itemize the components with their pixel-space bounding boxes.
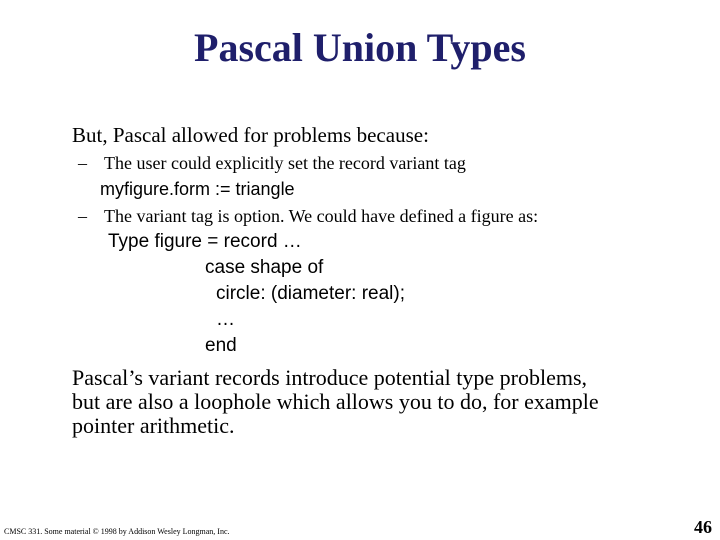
bullet-text: The variant tag is option. We could have defined a figure as: [104,206,539,226]
code-line: end [205,335,237,356]
bullet-text: The user could explicitly set the record variant tag [104,153,466,173]
code-line: … [216,309,235,330]
summary-paragraph: Pascal’s variant records introduce potential type problems, but are also a loophole which allows you to do, for example pointer arithmetic. [72,365,599,438]
code-line: case shape of [205,257,324,278]
intro-text: But, Pascal allowed for problems because: [72,123,429,147]
slide-title: Pascal Union Types [194,25,526,70]
bullet-item [78,152,466,174]
bullet-dash: – [78,153,87,173]
bullet-item [78,205,538,227]
code-line: circle: (diameter: real); [216,283,405,304]
code-line: myfigure.form := triangle [100,179,295,199]
footer-copyright: CMSC 331. Some material © 1998 by Addison Wesley Longman, Inc. [4,527,230,536]
page-number: 46 [694,517,712,537]
bullet-dash: – [78,206,87,226]
code-line: Type figure = record … [108,231,302,252]
